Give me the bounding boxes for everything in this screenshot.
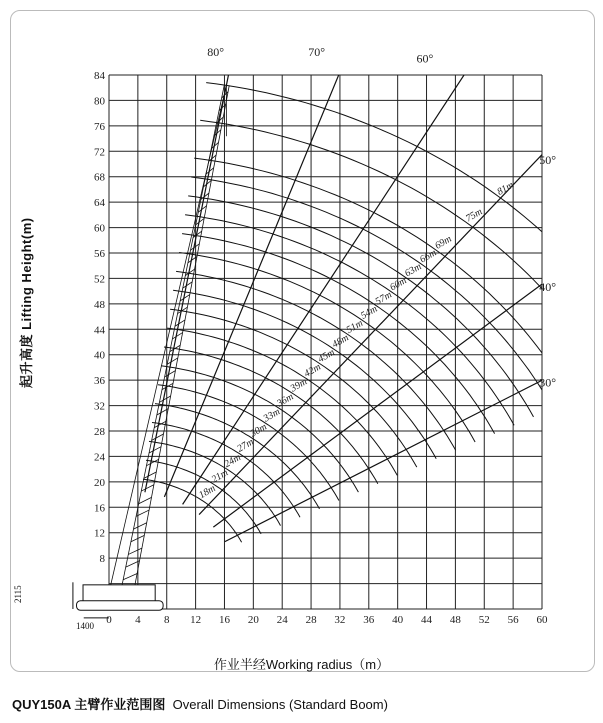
boom-length-label: 27m <box>235 436 256 455</box>
angle-label: 40° <box>539 280 557 295</box>
x-axis-label: 作业半经Working radius（m） <box>213 657 390 672</box>
x-tick-label: 24 <box>276 614 288 626</box>
boom-length-label: 18m <box>197 482 218 502</box>
angle-label: 30° <box>539 375 557 390</box>
boom-length-label: 66m <box>418 247 439 266</box>
y-tick-label: 68 <box>94 171 105 184</box>
boom-lacing <box>128 548 142 554</box>
crane-base <box>73 582 163 618</box>
boom-length-label: 57m <box>373 289 394 308</box>
reach-arc-63m <box>188 196 533 417</box>
boom-length-label: 54m <box>358 303 380 322</box>
x-tick-label: 36 <box>363 614 375 626</box>
boom-length-label: 60m <box>388 275 409 294</box>
y-tick-label: 60 <box>94 222 105 235</box>
boom-length-label: 36m <box>275 391 296 410</box>
y-tick-label: 36 <box>94 375 105 388</box>
y-axis-label: 起升高度 Lifting Height(m) <box>19 217 34 388</box>
x-tick-label: 12 <box>190 614 202 626</box>
y-tick-label: 32 <box>94 400 105 413</box>
y-tick-label: 48 <box>94 298 105 311</box>
y-tick-label: 28 <box>94 426 105 438</box>
boom-length-label: 24m <box>222 451 243 471</box>
y-tick-label: 8 <box>99 553 105 566</box>
y-tick-label: 24 <box>94 451 105 464</box>
reach-arc-81m <box>206 83 594 367</box>
boom-length-label: 39m <box>288 376 310 395</box>
boom-length-label: 42m <box>302 361 323 380</box>
x-tick-label: 52 <box>478 614 490 626</box>
boom-lacing <box>159 396 170 402</box>
x-tick-label: 60 <box>536 614 548 626</box>
base-height-dimension: 2115 <box>13 585 23 603</box>
boom-lacing <box>144 472 156 478</box>
y-tick-label: 40 <box>94 349 105 362</box>
boom-chord <box>134 85 230 592</box>
x-tick-label: 4 <box>135 614 141 626</box>
angle-ray-40 <box>213 102 594 527</box>
boom-lacing <box>149 447 161 453</box>
angle-label: 50° <box>539 153 557 167</box>
boom-length-label: 30m <box>248 421 269 440</box>
boom-length-label: 45m <box>316 346 337 366</box>
boom-length-label: 81m <box>495 179 516 198</box>
reach-arc-69m <box>194 158 572 400</box>
y-tick-label: 20 <box>94 476 105 489</box>
y-tick-label: 64 <box>94 197 105 210</box>
y-tick-label: 84 <box>94 70 105 82</box>
boom-lacing <box>172 333 182 339</box>
x-tick-label: 32 <box>334 614 346 626</box>
angle-label: 70° <box>308 44 326 59</box>
y-tick-label: 16 <box>94 502 105 515</box>
crawler-track <box>77 601 164 611</box>
base-width-dimension: 1400 <box>76 621 94 631</box>
caption-title: Overall Dimensions (Standard Boom) <box>172 697 388 712</box>
range-chart <box>11 11 594 671</box>
y-tick-label: 72 <box>94 146 105 159</box>
caption-model: QUY150A 主臂作业范围图 <box>12 697 166 712</box>
x-tick-label: 44 <box>421 614 433 626</box>
x-tick-label: 48 <box>449 614 461 626</box>
boom-lacing <box>139 497 152 503</box>
boom-lacing <box>167 358 178 364</box>
angle-label: 60° <box>416 51 434 66</box>
chart-content <box>110 11 594 592</box>
angle-rays <box>145 11 594 542</box>
y-tick-label: 80 <box>94 95 105 108</box>
y-tick-label: 44 <box>94 324 105 337</box>
x-tick-label: 20 <box>247 614 259 626</box>
reach-arc-60m <box>185 215 514 425</box>
reach-arc-54m <box>179 253 475 443</box>
boom-lacing <box>134 523 147 529</box>
y-tick-label: 56 <box>94 248 105 260</box>
boom-length-label: 21m <box>209 467 231 486</box>
figure-caption <box>12 694 388 713</box>
x-tick-label: 56 <box>507 614 519 626</box>
boom-length-label: 69m <box>433 233 454 252</box>
x-tick-label: 16 <box>218 614 230 626</box>
y-tick-label: 12 <box>94 527 105 540</box>
boom-lacing <box>165 371 176 377</box>
boom-length-label: 75m <box>463 206 485 225</box>
boom-lacing <box>141 485 154 491</box>
y-tick-label: 76 <box>94 120 105 133</box>
boom-lacing <box>123 573 137 579</box>
x-tick-label: 28 <box>305 614 317 626</box>
chart-frame <box>10 10 595 672</box>
grid <box>109 75 542 609</box>
boom-lacing <box>152 434 164 440</box>
angle-ray-50 <box>199 11 594 515</box>
x-tick-label: 40 <box>392 614 404 626</box>
boom-length-label: 33m <box>261 406 283 425</box>
boom-length-label: 63m <box>403 261 424 280</box>
x-tick-label: 8 <box>163 614 170 626</box>
angle-label: 80° <box>207 44 225 59</box>
x-tick-label: 0 <box>106 614 112 626</box>
boom-length-label: 48m <box>330 332 351 351</box>
y-tick-label: 52 <box>94 273 105 286</box>
angle-ray-70 <box>164 11 424 497</box>
boom-length-label: 51m <box>344 317 366 337</box>
